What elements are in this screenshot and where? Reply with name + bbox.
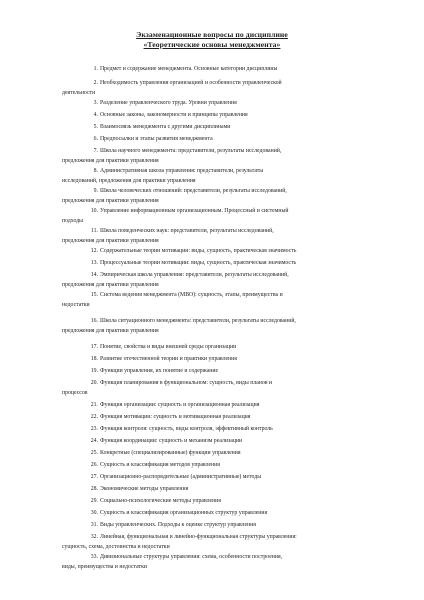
question-text-continuation: предложения для практики управления (62, 198, 159, 204)
question-text: Понятие, свойства и виды внешней среды организации (100, 344, 237, 350)
question-item (62, 226, 392, 246)
question-text-continuation: процессов (62, 390, 88, 396)
question-number: 12. (90, 248, 98, 254)
question-text-continuation: предложения для практики управления (62, 282, 159, 288)
question-text: Необходимость управления организацией и особенности управленческой (100, 80, 282, 86)
question-text: Разделение управленческого труда. Уровни управления (100, 100, 237, 106)
question-number: 19. (90, 368, 98, 374)
question-number: 22. (90, 414, 98, 420)
question-number: 3. (93, 100, 98, 106)
question-number: 13. (90, 260, 98, 266)
question-item (62, 316, 392, 336)
question-number: 21. (90, 402, 98, 408)
question-text: Линейная, функциональная и линейно-функциональная структуры управления: (100, 534, 297, 540)
question-number: 23. (90, 426, 98, 432)
question-item (62, 206, 392, 226)
question-text-continuation: предложения для практики управления (62, 328, 159, 334)
question-text: Развитие отечественной теории и практики управления (100, 356, 237, 362)
question-number: 17. (90, 344, 98, 350)
question-item (62, 146, 392, 166)
question-text: Организационно-распорядительные (административные) методы (100, 474, 262, 480)
question-number: 24. (90, 438, 98, 444)
question-text: Административная школа управления: представители, результаты (100, 168, 264, 174)
question-item (62, 270, 392, 290)
question-text: Функция координации: сущность и механизм реализации (100, 438, 243, 444)
question-number: 25. (90, 450, 98, 456)
question-text: Виды управленческих. Подходы к оценке структур управления (100, 522, 256, 528)
question-text: Функция мотивации: сущность и мотивационная реализация (100, 414, 251, 420)
question-number: 15. (90, 292, 98, 298)
question-item (62, 78, 392, 98)
question-number: 9. (93, 188, 98, 194)
question-number: 10. (90, 208, 98, 214)
question-text: Сущность и классификация методов управления (100, 462, 220, 468)
question-number: 29. (90, 498, 98, 504)
question-number: 5. (93, 124, 98, 130)
question-text: Дивизиональные структуры управления: схема, особенности построения, (100, 554, 283, 560)
question-number: 27. (90, 474, 98, 480)
question-text: Социально-психологические методы управления (100, 498, 221, 504)
question-number: 20. (90, 380, 98, 386)
question-number: 11. (90, 228, 98, 234)
question-text: Управление информационным организационным. Процессный и системный (100, 208, 289, 214)
question-text: Конкретные (специализированные) функции управления (100, 450, 241, 456)
question-text-continuation: предложения для практики управления (62, 158, 159, 164)
question-item (62, 186, 392, 206)
question-number: 16. (90, 318, 98, 324)
question-text: Содержательные теории мотивации: виды, сущность, практическая значимость (100, 248, 297, 254)
question-text: Школа ситуационного менеджмента: представители, результаты исследований, (100, 318, 296, 324)
question-number: 31. (90, 522, 98, 528)
question-text: Взаимосвязь менеджмента с другими дисциплинами (100, 124, 231, 130)
question-number: 7. (93, 148, 98, 154)
question-text: Экономические методы управления (100, 486, 189, 492)
question-text-continuation: подходы (62, 218, 84, 224)
question-text-continuation: виды, преимущества и недостатки (62, 564, 147, 570)
question-text-continuation: исследований, предложения для практики управления (62, 178, 196, 184)
question-number: 28. (90, 486, 98, 492)
question-text: Сущность и классификация организационных структур управления (100, 510, 268, 516)
question-text: Школа человеческих отношений: представители, результаты исследований, (100, 188, 287, 194)
question-number: 14. (90, 272, 98, 278)
question-number: 30. (90, 510, 98, 516)
question-number: 8. (93, 168, 98, 174)
question-text: Система ведения менеджмента (МВО): сущность, этапы, преимущества и (100, 292, 283, 298)
question-item (62, 532, 392, 552)
question-number: 6. (93, 136, 98, 142)
question-text: Процессуальные теории мотивации: виды, сущность, практическая значимость (100, 260, 297, 266)
question-text: Функция контроля: сущность, виды контроля, эффективный контроль (100, 426, 273, 432)
question-item (62, 552, 392, 572)
document-title-line-2: «Теоретические основы менеджмента» (143, 40, 281, 49)
question-text-continuation: сущность, схема, достоинства и недостатки (62, 544, 170, 550)
question-text-continuation: недостатки (62, 302, 90, 308)
document-title-line-1: Экзаменационные вопросы по дисциплине (136, 30, 288, 39)
question-text-continuation: предложения для практики управления (62, 238, 159, 244)
question-number: 1. (93, 66, 98, 72)
question-number: 4. (93, 112, 98, 118)
question-text: Функция организации: сущность и организационная реализация (100, 402, 260, 408)
question-number: 33. (90, 554, 98, 560)
question-number: 2. (93, 80, 98, 86)
question-text: Функция планирования в функциональном: сущность, виды планов и (100, 380, 273, 386)
question-number: 26. (90, 462, 98, 468)
question-text: Предмет и содержание менеджмента. Основные категории дисциплины (100, 66, 278, 72)
question-text: Функции управления, их понятие и содержание (100, 368, 219, 374)
question-number: 32. (90, 534, 98, 540)
question-item (62, 290, 392, 310)
question-number: 18. (90, 356, 98, 362)
question-text: Школа поведенческих наук: представители, результаты исследований, (100, 228, 274, 234)
question-text: Основные законы, закономерности и принципы управления (100, 112, 248, 118)
question-text: Предпосылки и этапы развития менеджмента (100, 136, 213, 142)
question-text: Эмпирическая школа управления: представители, результаты исследований, (100, 272, 289, 278)
question-text-continuation: деятельности (62, 90, 96, 96)
question-item (62, 378, 392, 398)
question-text: Школа научного менеджмента: представители, результаты исследований, (100, 148, 282, 154)
question-item (62, 166, 392, 186)
